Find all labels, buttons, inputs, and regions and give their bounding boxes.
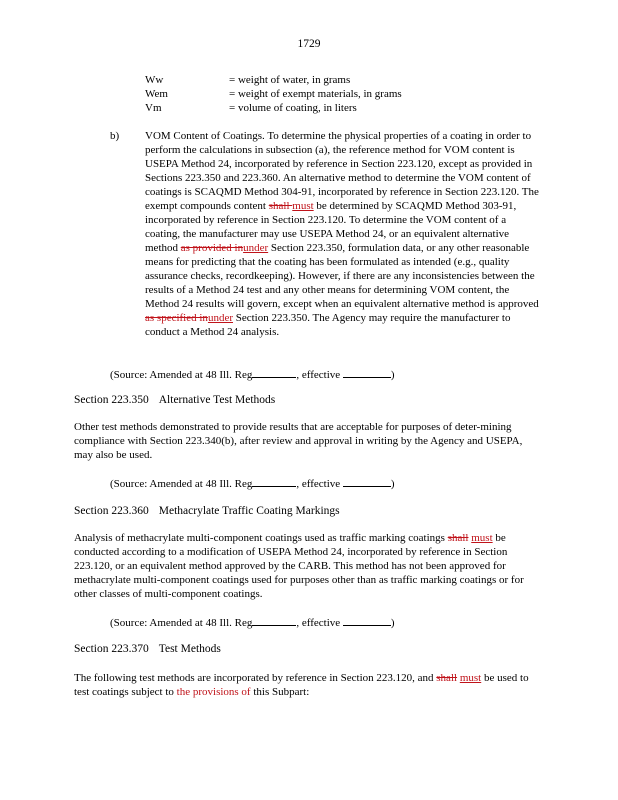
inserted-text: must: [471, 532, 493, 544]
section-350-body: Other test methods demonstrated to provide results that are acceptable for purposes of deter-mining compliance with Section 223.340(b), after review and approval in writing by the Agency and USEPA, may also be used.: [74, 421, 523, 461]
blank-line: [343, 476, 391, 487]
deleted-text: shall: [268, 200, 293, 212]
source-note: (Source: Amended at 48 Ill. Reg , effective ): [110, 617, 395, 629]
blank-line: [252, 615, 296, 626]
section-heading-350: Section 223.350 Alternative Test Methods: [74, 394, 276, 406]
deleted-text: shall: [447, 532, 469, 544]
section-heading-360: Section 223.360 Methacrylate Traffic Coating Markings: [74, 505, 340, 517]
inserted-text: must: [459, 672, 482, 684]
source-note: (Source: Amended at 48 Ill. Reg , effective ): [110, 478, 395, 490]
section-heading-370: Section 223.370 Test Methods: [74, 643, 221, 655]
inserted-text: under: [207, 312, 233, 324]
deleted-text: as provided in: [180, 242, 244, 254]
definition-vm: Vm = volume of coating, in liters: [145, 102, 357, 114]
section-370-body: The following test methods are incorporated by reference in Section 223.120, and shall must be used to test coatings subject to the provisions of this Subpart:: [74, 672, 529, 698]
section-360-body: Analysis of methacrylate multi-component coatings used as traffic marking coatings shall must be conducted according to a modification of USEPA Method 24, incorporated by reference in Section 223.120, or an equivalent method approved by the CARB. This method has not been approved for methacrylate multi-component coatings used for purposes other than as traffic marking coatings or for other classes of multi-component coatings.: [74, 532, 524, 600]
blank-line: [343, 367, 391, 378]
deleted-text: as specified in: [145, 312, 208, 324]
inserted-text: the provisions of: [176, 686, 251, 698]
blank-line: [343, 615, 391, 626]
page-number: 1729: [297, 38, 321, 50]
definitions-list: [145, 73, 565, 115]
definition-wem: Wem = weight of exempt materials, in grams: [145, 88, 402, 100]
blank-line: [252, 367, 296, 378]
subsection-b-paragraph: VOM Content of Coatings. To determine the physical properties of a coating in order to perform the calculations in subsection (a), the reference method for VOM content is USEPA Method 24, incorporated by reference in Section 223.120, except as provided in Sections 223.350 and 223.360. An alternative method to determine the VOM content of coatings is SCAQMD Method 304-91, incorporated by reference in Section 223.120. The exempt compounds content shall must be determined by SCAQMD Method 303-91, incorporated by reference in Section 223.120. To determine the VOM content of a coating, the manufacturer may use USEPA Method 24, or an equivalent alternative method as provided inunder Section 223.350, formulation data, or any other reasonable means for predicting that the coating has been formulated as intended (e.g., quality assurance checks, recordkeeping). However, if there are any inconsistencies between the results of a Method 24 test and any other means for determining VOM content, the Method 24 results will govern, except when an equivalent alternative method is approved as specified inunder Section 223.350. The Agency may require the manufacturer to conduct a Method 24 analysis.: [145, 130, 539, 338]
source-note: (Source: Amended at 48 Ill. Reg , effective ): [110, 369, 395, 381]
inserted-text: under: [243, 242, 269, 254]
blank-line: [252, 476, 296, 487]
deleted-text: shall: [436, 672, 458, 684]
subsection-b-label: b): [110, 130, 120, 142]
definition-ww: Ww = weight of water, in grams: [145, 74, 351, 86]
inserted-text: must: [292, 200, 314, 212]
